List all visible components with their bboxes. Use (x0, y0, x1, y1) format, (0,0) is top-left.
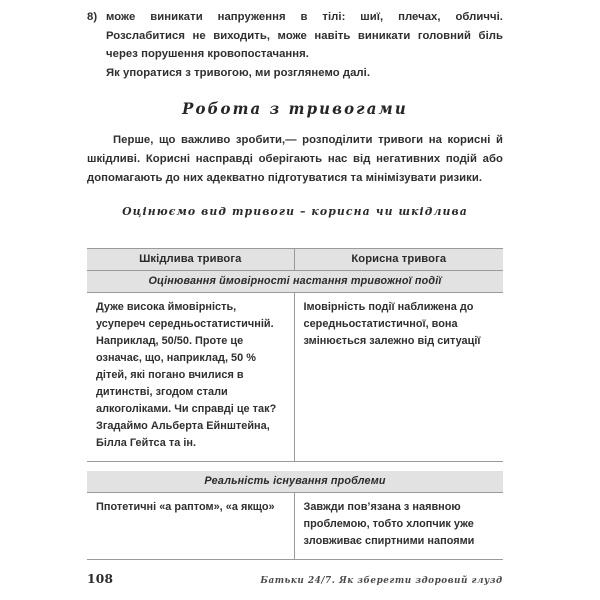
running-title: Батьки 24/7. Як зберегти здоровий глузд (260, 575, 503, 586)
table-section-title: Реальність існування проблеми (87, 471, 503, 493)
list-marker: 8) (87, 11, 98, 23)
table-cell-harmful: Дуже висока ймовірність, усупереч середньостатистичній. Наприклад, 50/50. Проте це означає, що, наприклад, 50 % дітей, які погано вчилися в дитинстві, згодом стали алкоголіками. Чи справді це так? Згадаймо Альберта Ейнштейна, Білла Гейтса та ін. (87, 293, 294, 462)
table-cell-useful: Завжди пов’язана з наявною проблемою, тобто хлопчик уже зловживає спиртними напоями (294, 493, 503, 560)
table-section-title: Оцінювання ймовірності настання тривожної події (87, 271, 503, 293)
list-item-body (106, 8, 503, 82)
lead-paragraph: Перше, що важливо зробити,— розподілити тривоги на корисні й шкідливі. Корисні насправді оберігають нас від негативних подій або допомагають до них адекватно підготуватися та мінімізувати ризики. (87, 134, 503, 184)
anxiety-comparison-table (87, 248, 503, 560)
table-container (87, 248, 503, 560)
table-column-header-useful: Корисна тривога (294, 249, 503, 271)
table-row (87, 293, 503, 462)
table-section-header-row (87, 271, 503, 293)
table-header-row (87, 249, 503, 271)
list-item-line: може виникати напруження в тілі: шиї, плечах, обличчі. Розслабитися не виходить, може навіть виникати головний біль через порушення кровопостачання. (106, 11, 503, 61)
page-footer (87, 572, 503, 586)
table-caption: Оцінюємо вид тривоги – корисна чи шкідлива (122, 204, 468, 219)
table-cell-harmful: Ппотетичні «а раптом», «а якщо» (87, 493, 294, 560)
numbered-list-item (87, 8, 503, 82)
table-cell-useful: Імовірність події наближена до середньостатистичної, вона змінюється залежно від ситуації (294, 293, 503, 462)
page-content (87, 8, 503, 218)
table-spacer-cell (87, 462, 503, 472)
table-column-header-harmful: Шкідлива тривога (87, 249, 294, 271)
table-section-header-row (87, 471, 503, 493)
list-item-line: Як упоратися з тривогою, ми розглянемо далі. (106, 66, 371, 79)
page-number: 108 (87, 572, 114, 586)
table-row-spacer (87, 462, 503, 472)
table-row (87, 493, 503, 560)
chapter-heading: Робота з тривогами (182, 100, 408, 119)
